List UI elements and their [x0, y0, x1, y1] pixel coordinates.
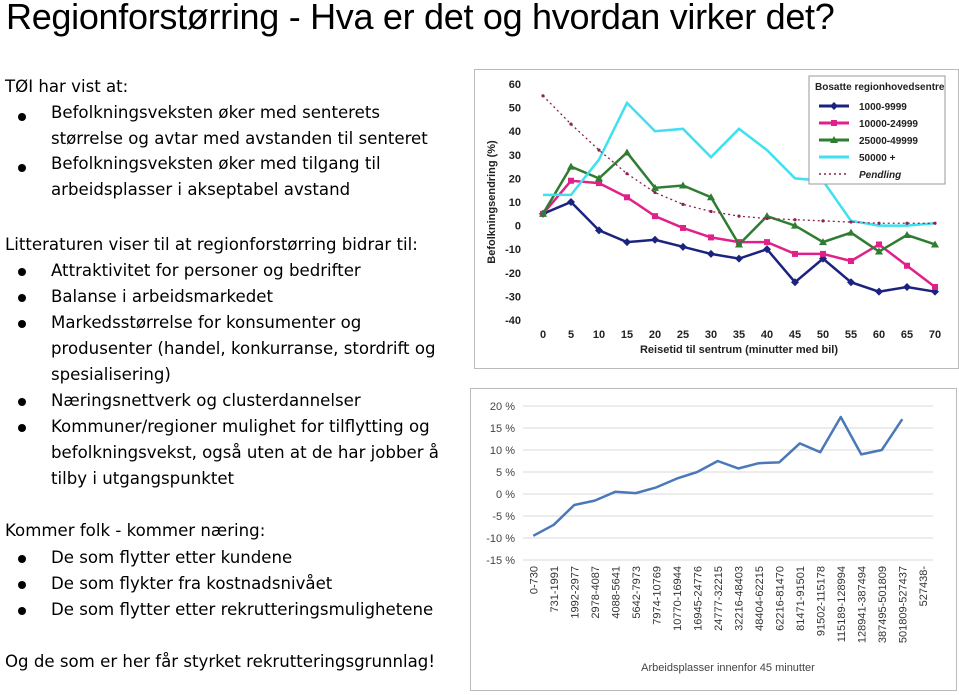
bullet-dot	[18, 294, 26, 302]
legend-label: 50000 +	[859, 153, 896, 164]
section2-bullet-3: Markedsstørrelse for konsumenter og produsenter (handel, konkurranse, stordrift og spesialisering)	[51, 313, 436, 384]
y-tick-label: -30	[505, 291, 521, 304]
data-point	[737, 215, 740, 218]
data-point	[903, 283, 911, 291]
bullet-dot	[18, 320, 26, 328]
x-tick-label: 65	[900, 329, 914, 341]
x-tick-label: 5	[567, 329, 575, 341]
data-point	[624, 194, 630, 200]
legend-label: 1000-9999	[859, 102, 907, 113]
data-point	[597, 148, 600, 151]
bullet-dot	[18, 607, 26, 615]
x-tick-label: 15	[620, 329, 634, 341]
data-point	[569, 123, 572, 126]
section1-bullet-2: Befolkningsveksten øker med tilgang til arbeidsplasser i akseptabel avstand	[51, 154, 381, 199]
y-tick-label: 40	[508, 126, 521, 139]
y-tick-label: -10	[505, 244, 521, 257]
section2-bullet-4: Næringsnettverk og clusterdannelser	[51, 391, 361, 410]
data-point	[848, 258, 854, 264]
data-point	[876, 241, 882, 247]
workplaces-chart	[470, 388, 957, 691]
x-tick-label: 60	[872, 329, 886, 341]
legend-label: 25000-49999	[859, 136, 918, 147]
data-point	[847, 229, 855, 236]
x-tick-label: 10	[592, 329, 606, 341]
y-tick-label: -5 %	[492, 511, 515, 523]
x-tick-label: 128941-387494	[856, 566, 869, 644]
x-tick-label: 50	[816, 329, 830, 341]
population-change-chart	[474, 69, 959, 369]
y-tick-label: -40	[505, 315, 521, 327]
x-tick-label: 527438-	[917, 566, 930, 607]
bullet-dot	[18, 398, 26, 406]
x-tick-label: 45	[788, 329, 802, 341]
y-tick-label: 50	[508, 102, 521, 115]
data-point	[623, 238, 631, 246]
data-point	[653, 191, 656, 194]
population-change-chart-svg	[475, 70, 959, 369]
data-point	[623, 148, 631, 155]
y-tick-label: 5 %	[496, 467, 515, 479]
data-point	[764, 239, 770, 245]
x-tick-label: 32216-48403	[733, 566, 746, 631]
x-tick-label: 81471-91501	[794, 566, 807, 631]
legend-title: Bosatte regionhovedsentre	[815, 82, 945, 93]
x-axis-title: Reisetid til sentrum (minutter med bil)	[639, 344, 839, 356]
x-tick-label: 70	[928, 329, 942, 341]
section2-bullet-1: Attraktivitet for personer og bedrifter	[51, 261, 361, 280]
y-tick-label: -10 %	[486, 533, 515, 545]
data-point	[625, 172, 628, 175]
section3-heading: Kommer folk - kommer næring:	[5, 521, 266, 540]
data-point	[933, 222, 936, 225]
x-tick-label: 10770-16944	[671, 566, 684, 631]
data-point	[709, 210, 712, 213]
data-point	[849, 220, 852, 223]
series-line	[543, 181, 935, 287]
y-tick-label: -15 %	[486, 555, 515, 567]
data-point	[875, 288, 883, 296]
x-tick-label: 4088-5641	[610, 566, 623, 619]
y-tick-label: 10	[508, 197, 521, 209]
data-point	[905, 222, 908, 225]
data-point	[820, 251, 826, 257]
section2-bullet-2: Balanse i arbeidsmarkedet	[51, 287, 274, 306]
x-tick-label: 91502-115178	[815, 566, 828, 637]
data-point	[708, 234, 714, 240]
x-tick-label: 62216-81470	[774, 566, 787, 631]
x-tick-label: 2978-4087	[589, 566, 602, 619]
series-line	[533, 417, 902, 536]
data-point	[567, 163, 575, 170]
section3-bullet-2: De som flykter fra kostnadsnivået	[51, 574, 333, 593]
data-point	[792, 251, 798, 257]
data-point	[735, 255, 743, 263]
x-tick-label: 30	[704, 329, 718, 341]
bullet-dot	[18, 268, 26, 276]
data-point	[680, 225, 686, 231]
bullet-dot	[18, 164, 26, 172]
x-tick-label: 501809-527437	[897, 566, 910, 644]
bullet-dot	[18, 424, 26, 432]
y-tick-label: 15 %	[489, 423, 515, 435]
x-tick-label: 1992-2977	[569, 566, 582, 619]
data-point	[707, 250, 715, 258]
data-point	[568, 178, 574, 184]
x-tick-label: 25	[676, 329, 690, 341]
data-point	[793, 218, 796, 221]
x-tick-label: 387495-501809	[876, 566, 889, 644]
x-tick-label: 20	[648, 329, 662, 341]
data-point	[651, 236, 659, 244]
x-tick-label: 24777-32215	[712, 566, 725, 631]
x-axis-title: Arbeidsplasser innenfor 45 minutter	[641, 662, 815, 674]
x-tick-label: 7974-10769	[651, 566, 664, 625]
section3-bullet-1: De som flytter etter kundene	[51, 548, 293, 567]
section1-heading: TØI har vist at:	[5, 77, 129, 96]
y-tick-label: 20	[508, 173, 521, 186]
data-point	[652, 213, 658, 219]
data-point	[681, 203, 684, 206]
x-tick-label: 35	[732, 329, 746, 341]
bullet-dot	[18, 113, 26, 121]
section1-bullet-1: Befolkningsveksten øker med senterets størrelse og avtar med avstanden til senteret	[51, 103, 428, 148]
data-point	[903, 231, 911, 238]
section2-bullet-5: Kommuner/regioner mulighet for tilflytting og befolkningsvekst, også uten at de har jobber å tilby i utgangspunktet	[51, 417, 439, 488]
x-tick-label: 16945-24776	[692, 566, 705, 631]
y-axis-title: Befolkningsendring (%)	[486, 140, 498, 264]
data-point	[904, 263, 910, 269]
x-tick-label: 40	[760, 329, 774, 341]
x-tick-label: 55	[844, 329, 858, 341]
data-point	[679, 243, 687, 251]
section3-bullet-3: De som flytter etter rekrutteringsmulighetene	[51, 600, 434, 619]
data-point	[932, 284, 938, 290]
x-tick-label: 0-730	[528, 566, 541, 595]
data-point	[541, 94, 544, 97]
data-point	[765, 217, 768, 220]
legend-label: Pendling	[859, 170, 902, 181]
legend-marker	[831, 120, 837, 126]
y-tick-label: 60	[508, 79, 521, 91]
legend-label: 10000-24999	[859, 119, 918, 130]
bullet-dot	[18, 581, 26, 589]
y-tick-label: 10 %	[489, 445, 515, 457]
bullet-dot	[18, 555, 26, 563]
data-point	[821, 219, 824, 222]
y-tick-label: 30	[508, 149, 521, 162]
page-title: Regionforstørring - Hva er det og hvordan virker det?	[6, 0, 835, 37]
y-tick-label: -20	[505, 267, 521, 280]
x-tick-label: 48404-62215	[753, 566, 766, 631]
x-tick-label: 731-1991	[548, 566, 561, 613]
x-tick-label: 0	[539, 329, 547, 341]
y-tick-label: 20 %	[489, 401, 515, 413]
workplaces-chart-svg	[471, 389, 957, 691]
section2-heading: Litteraturen viser til at regionforstørring bidrar til:	[5, 235, 418, 254]
y-tick-label: 0 %	[496, 489, 515, 501]
footer-text: Og de som er her får styrket rekrutteringsgrunnlag!	[5, 652, 435, 671]
data-point	[877, 222, 880, 225]
y-tick-label: 0	[514, 220, 521, 233]
x-tick-label: 5642-7973	[630, 566, 643, 619]
x-tick-label: 115189-128994	[835, 566, 848, 643]
